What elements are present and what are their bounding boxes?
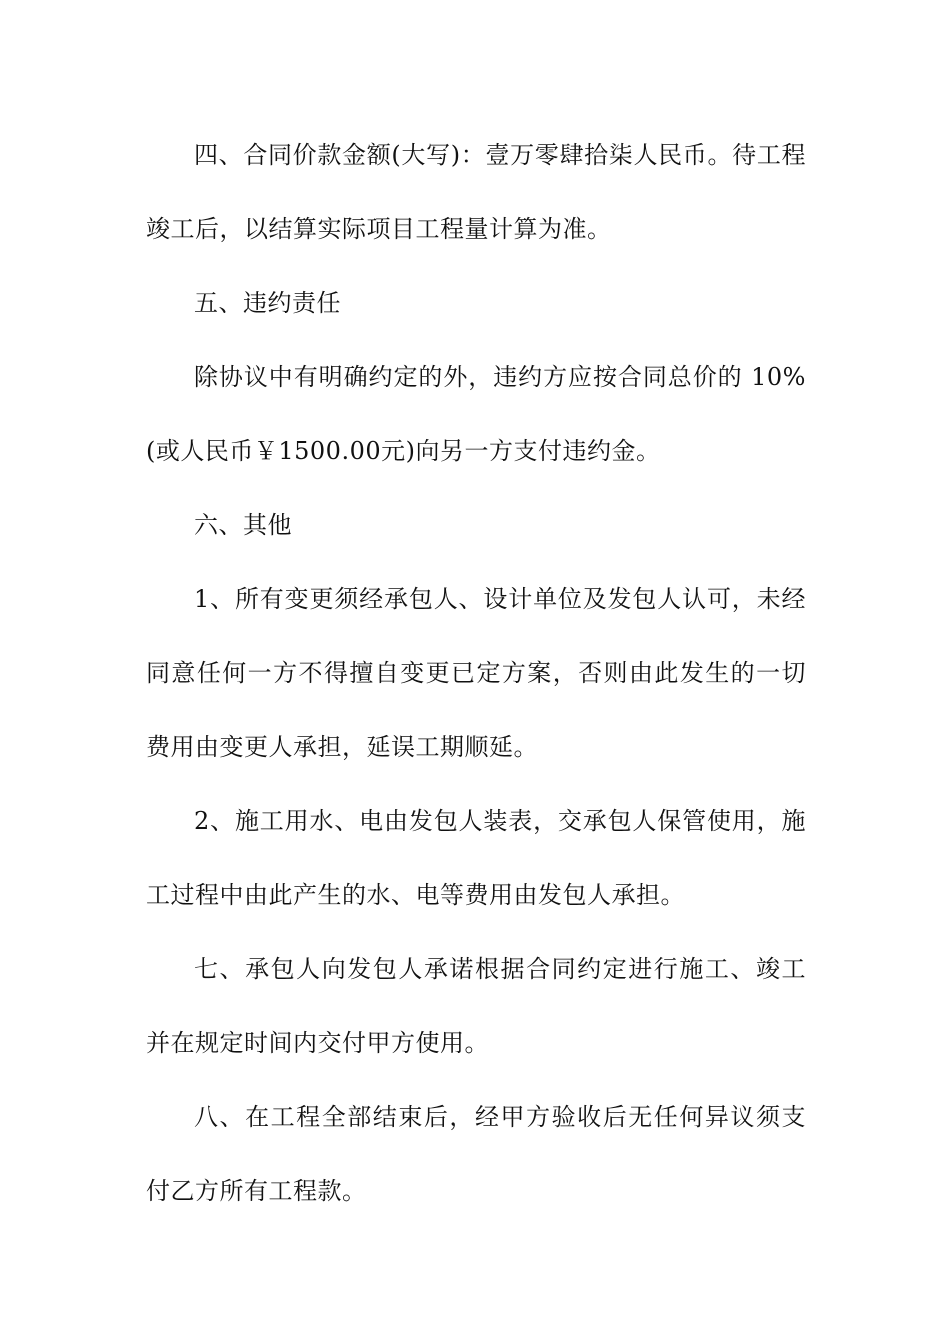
- paragraph-changes: 1、所有变更须经承包人、设计单位及发包人认可，未经同意任何一方不得擅自变更已定方案，否则由此发生的一切费用由变更人承担，延误工期顺延。: [146, 585, 806, 761]
- paragraph-commitment: 七、承包人向发包人承诺根据合同约定进行施工、竣工并在规定时间内交付甲方使用。: [146, 955, 806, 1057]
- heading-other: 六、其他: [194, 511, 292, 539]
- paragraph-utilities: 2、施工用水、电由发包人装表，交承包人保管使用，施工过程中由此产生的水、电等费用由发包人承担。: [146, 807, 806, 909]
- document-body: [146, 118, 806, 1228]
- paragraph-penalty: 除协议中有明确约定的外，违约方应按合同总价的 10%(或人民币￥1500.00元)向另一方支付违约金。: [146, 363, 806, 465]
- paragraph-payment: 八、在工程全部结束后，经甲方验收后无任何异议须支付乙方所有工程款。: [146, 1103, 806, 1205]
- paragraph-contract-price: 四、合同价款金额(大写)：壹万零肆拾柒人民币。待工程竣工后，以结算实际项目工程量计算为准。: [146, 141, 806, 243]
- heading-breach-liability: 五、违约责任: [194, 289, 341, 317]
